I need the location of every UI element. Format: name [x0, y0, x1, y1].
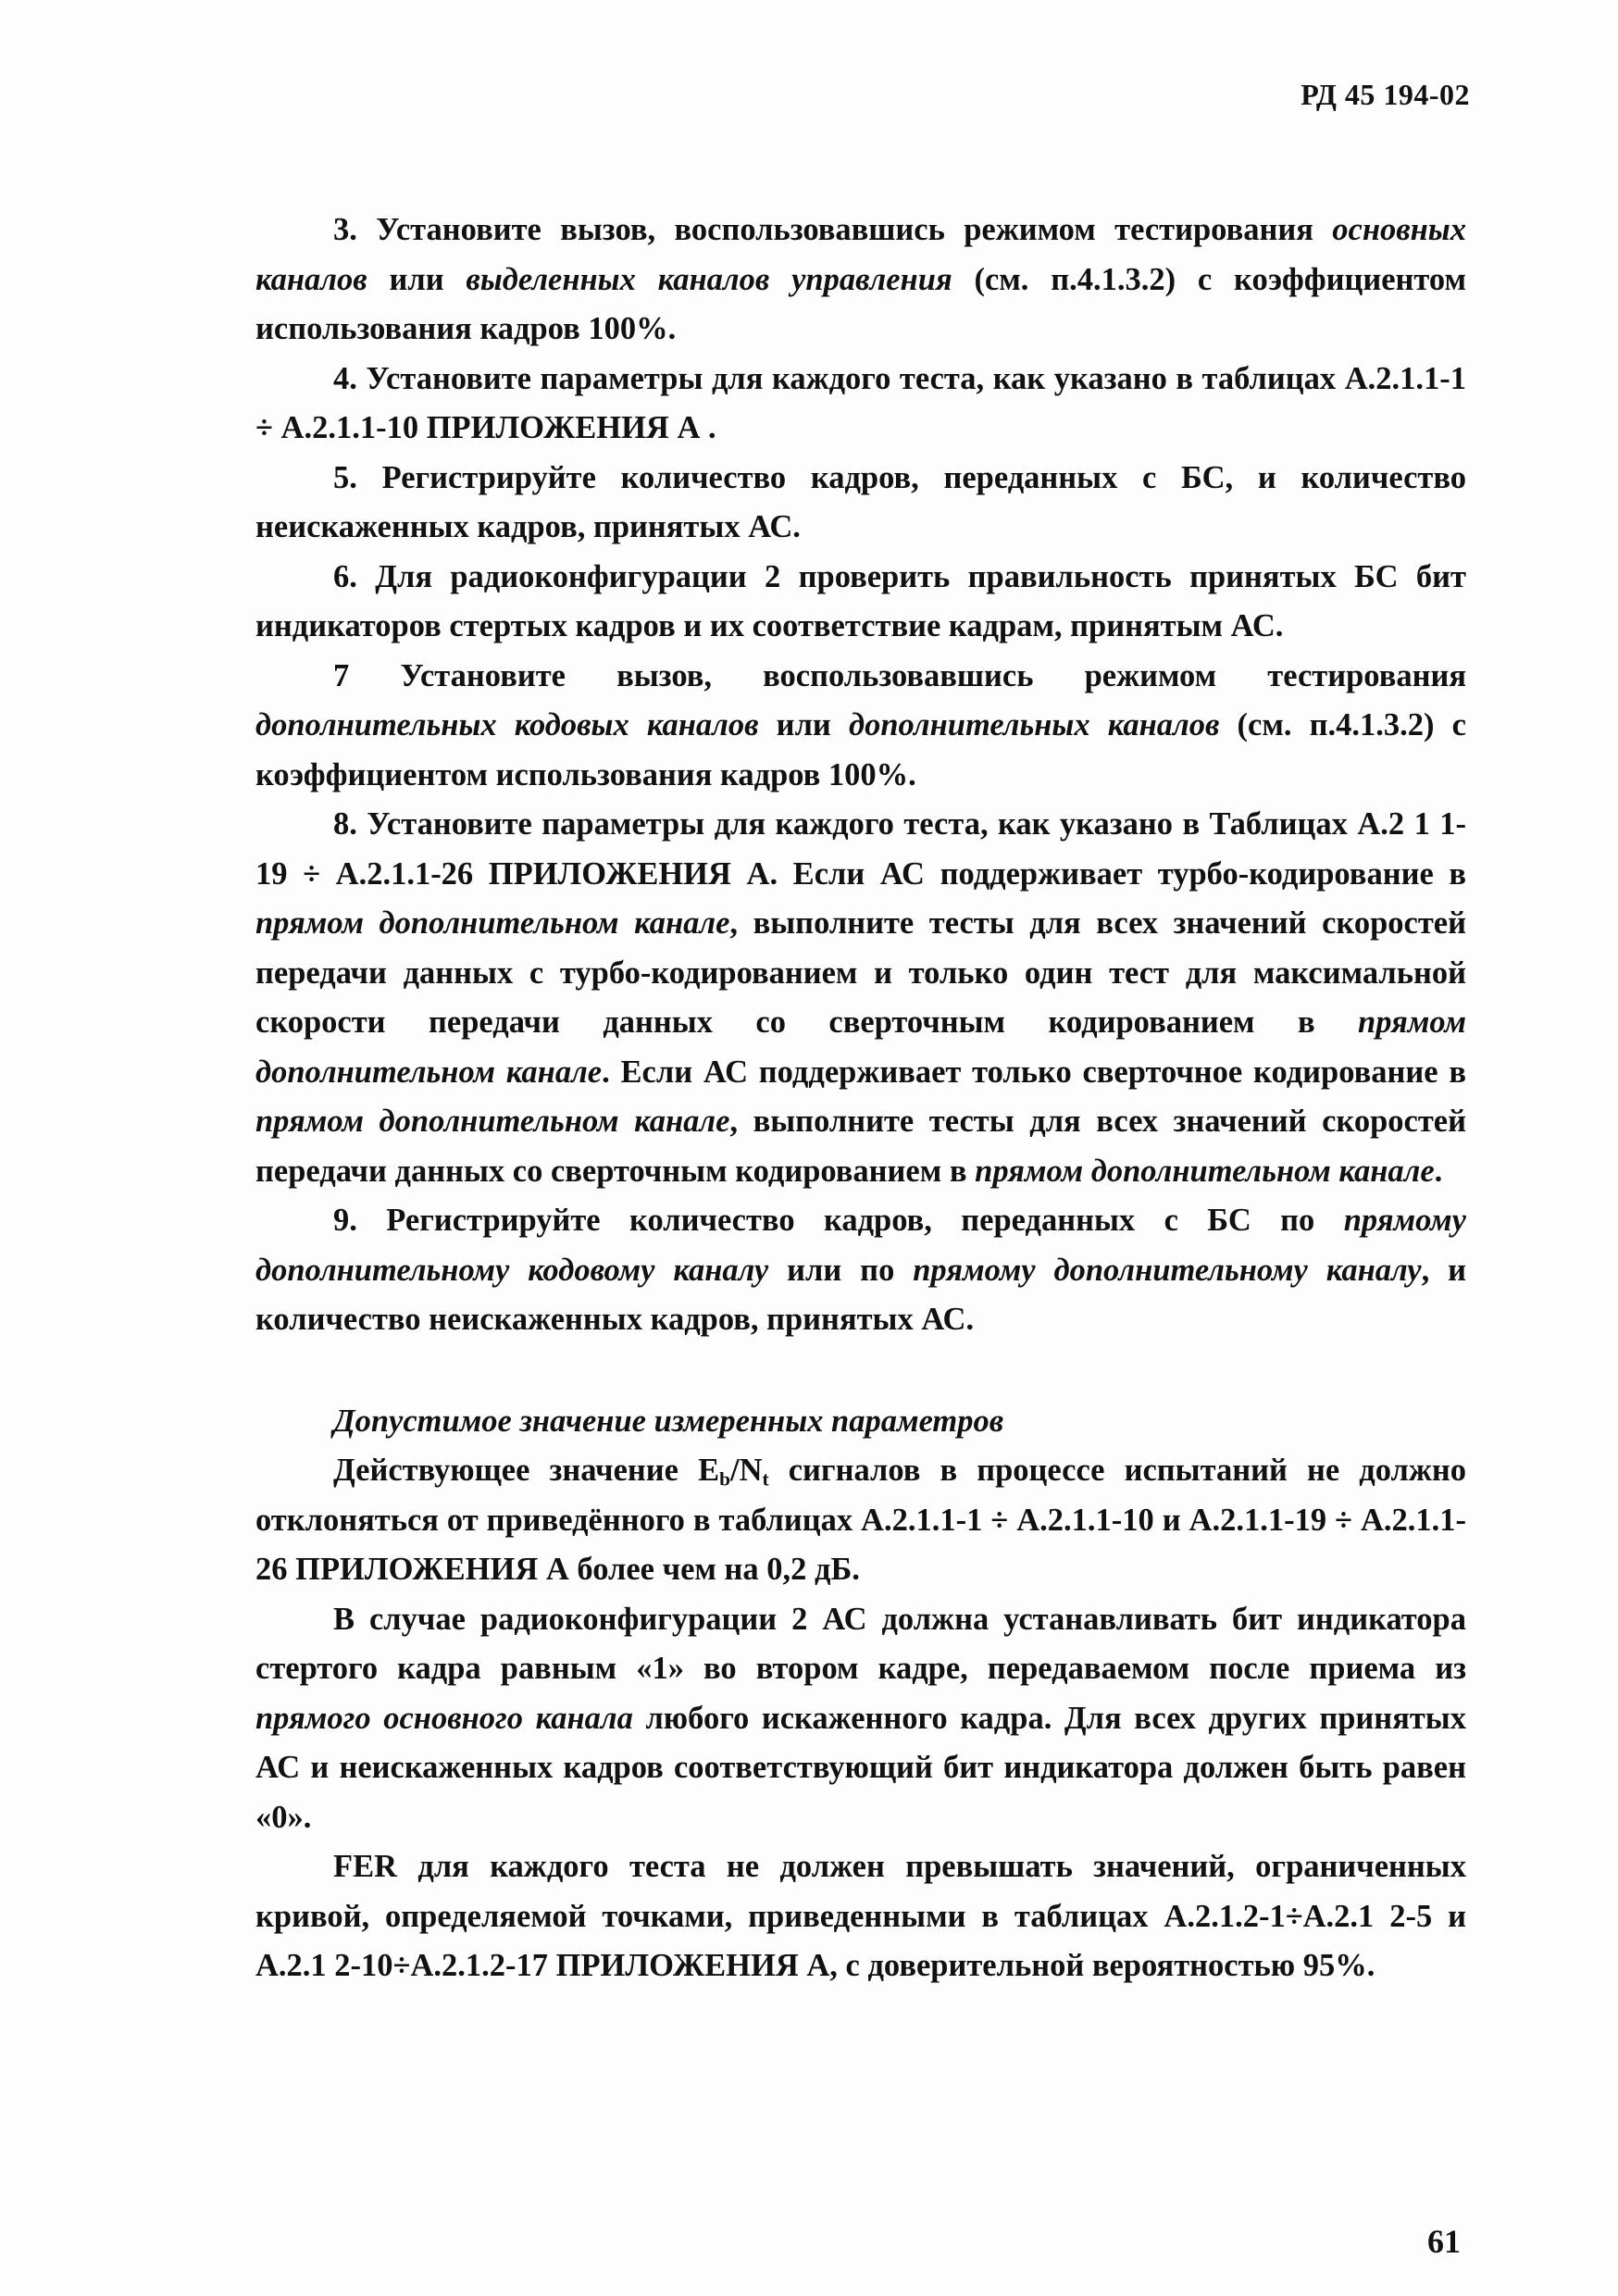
- step-9-text-a: 9. Регистрируйте количество кадров, переданных с БС по: [333, 1203, 1344, 1238]
- step-7-text-c: (см. п.4.1.3.2) с коэффициентом использования кадров 100%.: [255, 707, 1466, 792]
- document-body: [255, 206, 1466, 1991]
- step-3-text-b: или: [367, 261, 467, 297]
- step-8: [255, 800, 1466, 1196]
- section-p1-text-c: сигналов в процессе испытаний не должно отклоняться от приведённого в таблицах А.2.1.1-1 ÷ А.2.1.1-10 и А.2.1.1-19 ÷ А.2.1.1-26 ПРИЛОЖЕНИЯ А более чем на 0,2 дБ.: [255, 1453, 1466, 1587]
- step-3: [255, 206, 1466, 355]
- section-p1-subscript-b: b: [719, 1467, 730, 1491]
- step-3-text-c: (см. п.4.1.3.2) с коэффициентом использования кадров 100%.: [255, 261, 1466, 346]
- step-8-text-a: 8. Установите параметры для каждого теста, как указано в Таблицах А.2 1 1-19 ÷ А.2.1.1-26 ПРИЛОЖЕНИЯ А. Если АС поддерживает турбо-кодирование в: [255, 806, 1466, 892]
- step-3-italic-2: выделенных каналов управления: [466, 261, 952, 297]
- section-p1-subscript-t: t: [762, 1467, 769, 1491]
- section-paragraph-2: [255, 1595, 1466, 1843]
- step-8-text-b: , выполните тесты для всех значений скоростей передачи данных с турбо-кодированием и только один тест для максимальной скорости передачи данных со сверточным кодированием в: [255, 905, 1466, 1040]
- step-3-italic-1: основных каналов: [255, 212, 1466, 297]
- section-p2-italic-1: прямого основного канала: [255, 1700, 633, 1736]
- step-7-italic-2: дополнительных каналов: [848, 707, 1220, 742]
- step-9-italic-1: прямому дополнительному кодовому каналу: [255, 1203, 1466, 1288]
- step-8-text-e: .: [1434, 1153, 1443, 1189]
- section-p1-text-a: Действующее значение E: [333, 1453, 720, 1488]
- section-p1-text-b: /N: [729, 1453, 763, 1488]
- section-paragraph-3: FER для каждого теста не должен превышать значений, ограниченных кривой, определяемой точками, приведенными в таблицах А.2.1.2-1÷А.2.1 2-5 и А.2.1 2-10÷А.2.1.2-17 ПРИЛОЖЕНИЯ А, с доверительной вероятностью 95%.: [255, 1849, 1466, 1983]
- step-8-text-c: . Если АС поддерживает только сверточное кодирование в: [602, 1054, 1466, 1090]
- step-8-italic-2: прямом дополнительном канале: [255, 1004, 1466, 1090]
- step-7-text-b: или: [758, 707, 849, 742]
- section-p2-text-a: В случае радиоконфигурации 2 АС должна устанавливать бит индикатора стертого кадра равным «1» во втором кадре, передаваемом после приема из: [255, 1601, 1466, 1686]
- document-id-header: РД 45 194-02: [1301, 78, 1470, 111]
- step-8-italic-3: прямом дополнительном канале: [255, 1104, 730, 1139]
- step-9-text-c: , и количество неискаженных кадров, принятых АС.: [255, 1252, 1466, 1337]
- section-paragraph-1: [255, 1446, 1466, 1595]
- step-7-text-a: 7 Установите вызов, воспользовавшись режимом тестирования: [333, 657, 1466, 693]
- step-7: [255, 652, 1466, 801]
- step-9-italic-2: прямому дополнительному каналу: [913, 1252, 1422, 1288]
- section-p2-text-b: любого искаженного кадра. Для всех других принятых АС и неискаженных кадров соответствующий бит индикатора должен быть равен «0».: [255, 1700, 1466, 1835]
- step-8-italic-1: прямом дополнительном канале: [255, 905, 730, 941]
- step-5: 5. Регистрируйте количество кадров, переданных с БС, и количество неискаженных кадров, принятых АС.: [255, 459, 1466, 544]
- step-8-italic-4: прямом дополнительном канале: [975, 1153, 1435, 1189]
- step-8-text-d: , выполните тесты для всех значений скоростей передачи данных со сверточным кодированием в: [255, 1104, 1466, 1189]
- section-title: Допустимое значение измеренных параметров: [333, 1403, 1004, 1439]
- step-7-italic-1: дополнительных кодовых каналов: [255, 707, 759, 742]
- step-9-text-b: или по: [768, 1252, 914, 1288]
- page-number: 61: [1427, 2223, 1461, 2260]
- step-4: 4. Установите параметры для каждого теста, как указано в таблицах А.2.1.1-1 ÷ А.2.1.1-10 ПРИЛОЖЕНИЯ А .: [255, 360, 1466, 445]
- step-6: 6. Для радиоконфигурации 2 проверить правильность принятых БС бит индикаторов стертых кадров и их соответствие кадрам, принятым АС.: [255, 558, 1466, 643]
- section-spacer: [255, 1345, 1466, 1397]
- step-3-text-a: 3. Установите вызов, воспользовавшись режимом тестирования: [333, 212, 1333, 247]
- step-9: [255, 1196, 1466, 1345]
